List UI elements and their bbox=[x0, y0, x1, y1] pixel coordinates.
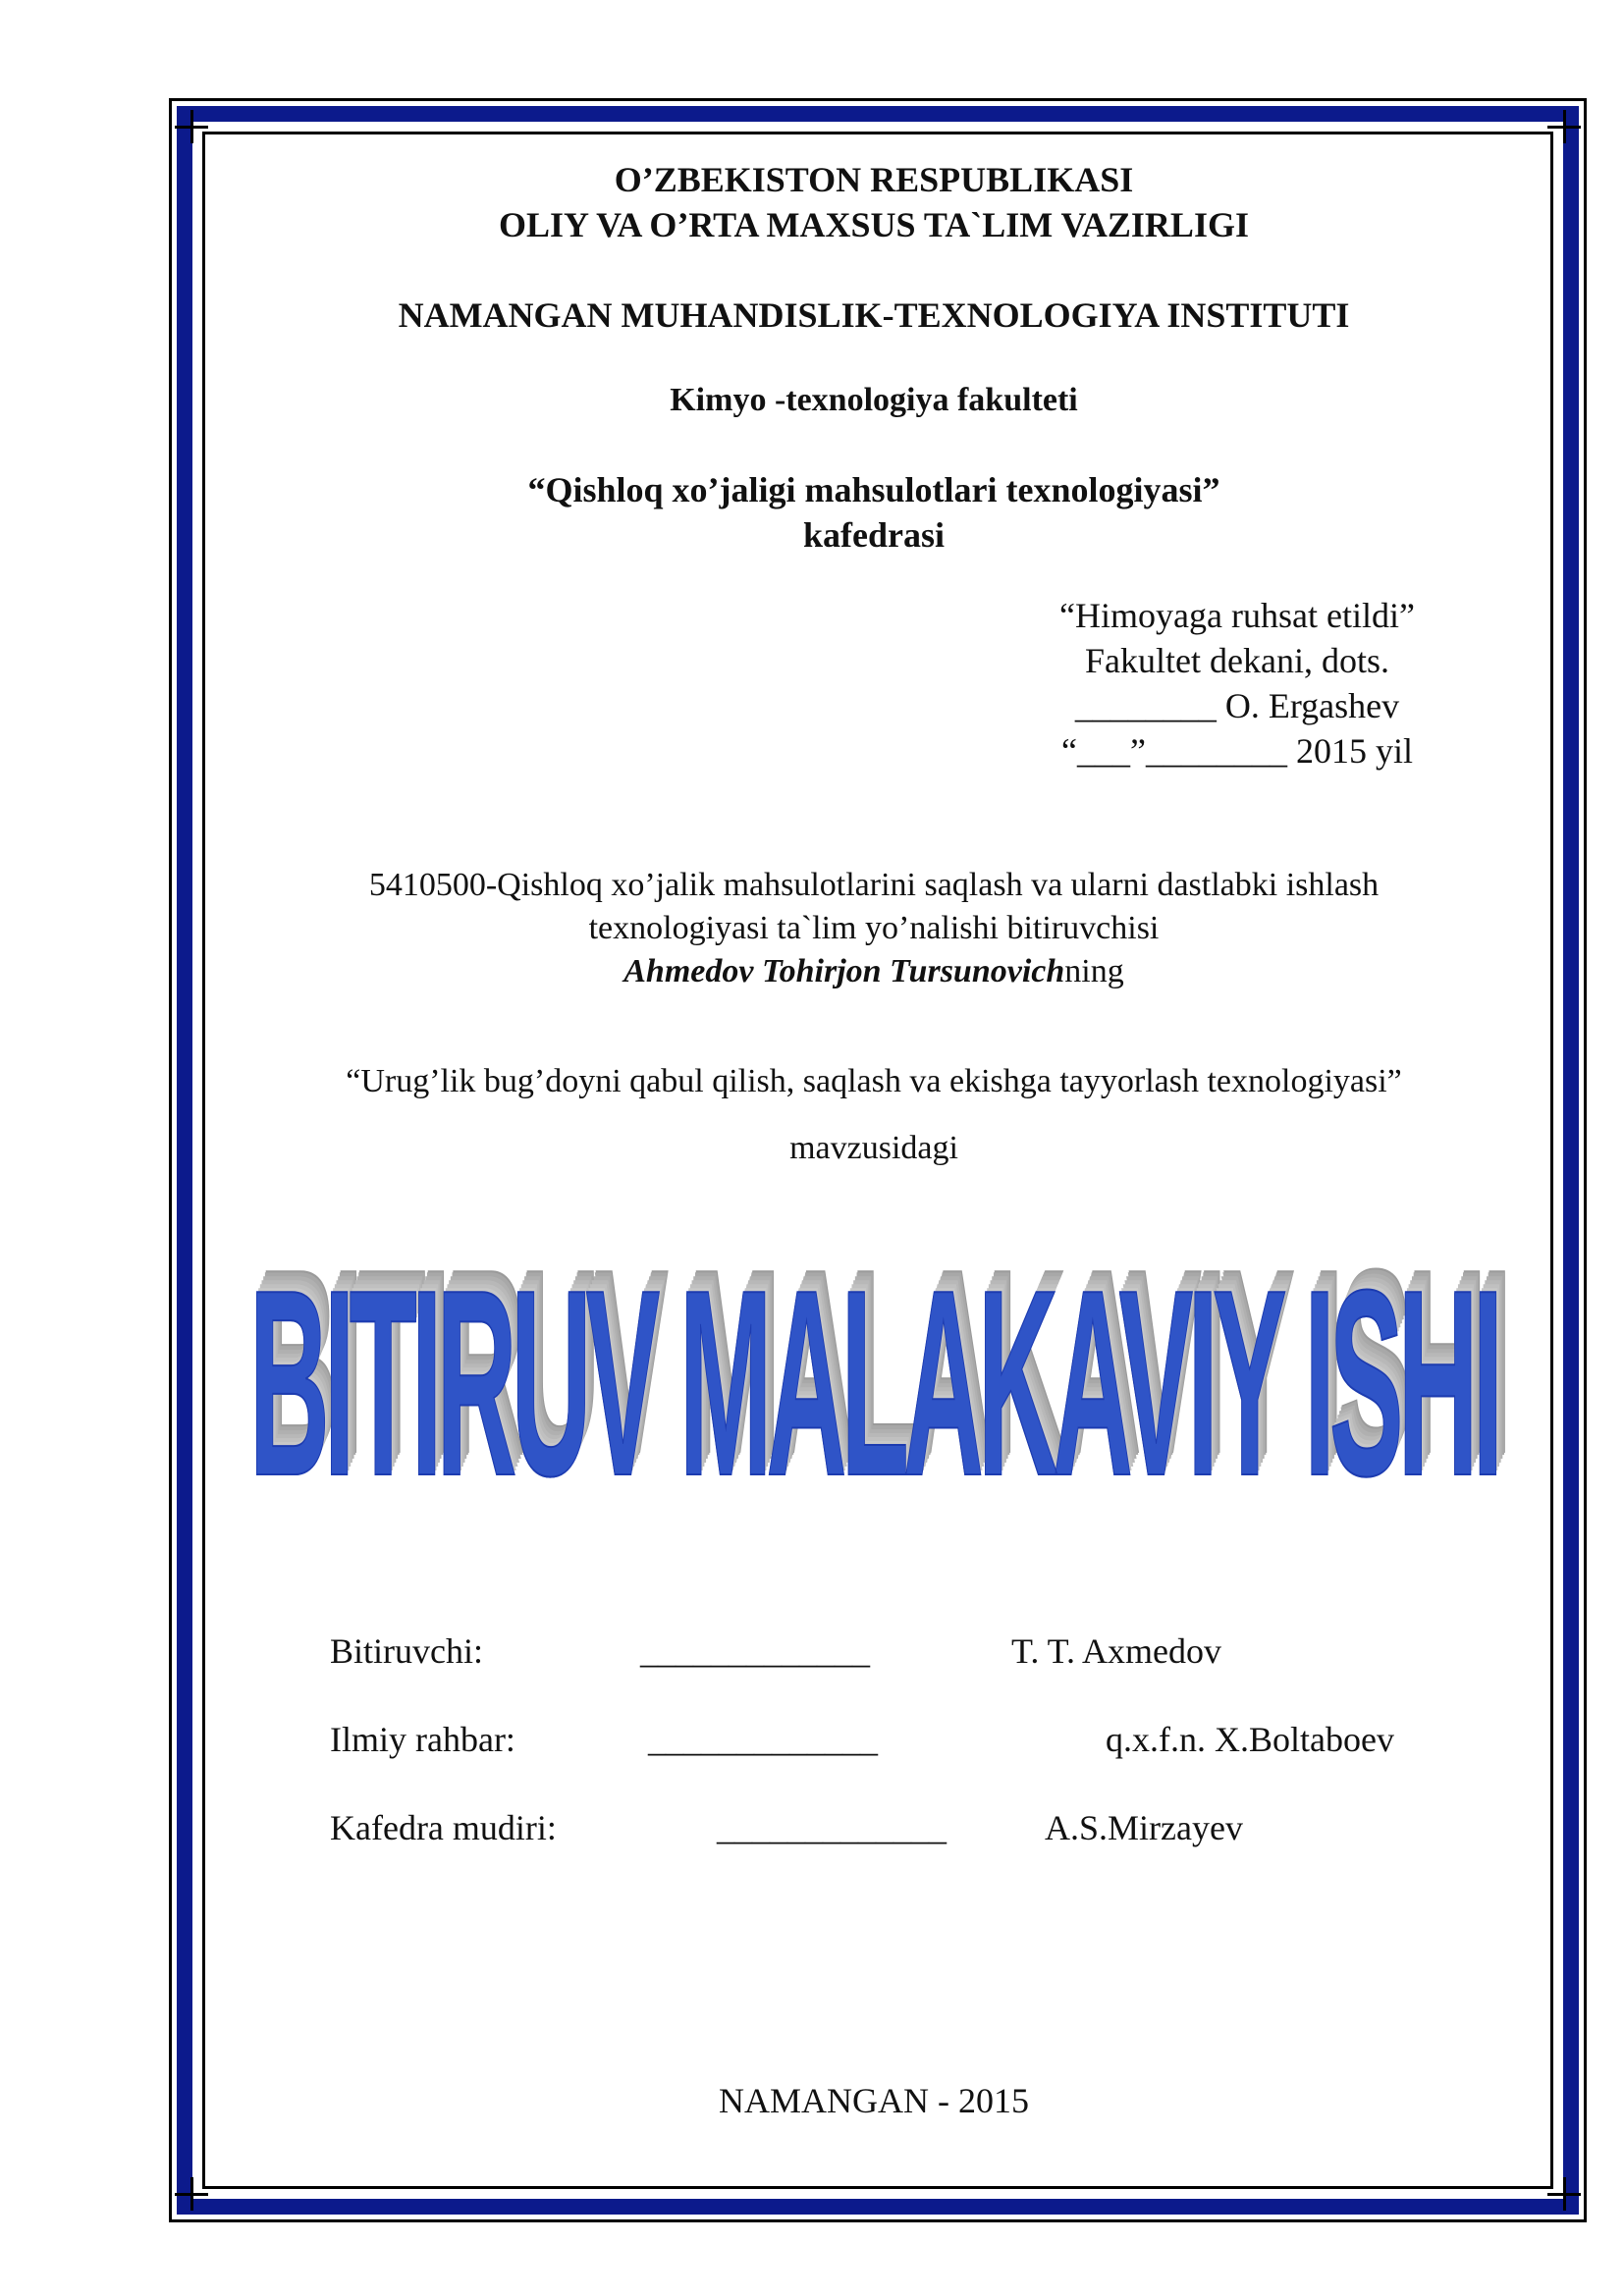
footer-city-year: NAMANGAN - 2015 bbox=[719, 2081, 1029, 2120]
signature-label: Bitiruvchi: bbox=[330, 1631, 483, 1671]
institute-heading: NAMANGAN MUHANDISLIK-TEXNOLOGIYA INSTITUTI bbox=[398, 295, 1350, 335]
approval-position: Fakultet dekani, dots. bbox=[1085, 641, 1389, 680]
signature-name: T. T. Axmedov bbox=[1011, 1631, 1221, 1671]
signature-line: _____________ bbox=[648, 1720, 878, 1759]
signature-name: q.x.f.n. X.Boltaboev bbox=[1106, 1720, 1394, 1759]
topic-suffix: mavzusidagi bbox=[789, 1130, 958, 1166]
student-block bbox=[196, 864, 1551, 993]
signature-line: _____________ bbox=[717, 1808, 947, 1847]
document-title-wrap bbox=[249, 1236, 1498, 1531]
corner-ornament-top-right bbox=[1547, 110, 1581, 143]
student-name-line bbox=[196, 950, 1551, 993]
department-word: kafedrasi bbox=[803, 515, 945, 555]
approval-signature: ________ O. Ergashev bbox=[1074, 686, 1400, 725]
student-name: Ahmedov Tohirjon Tursunovich bbox=[623, 953, 1065, 989]
department-name: “Qishloq xo’jaligi mahsulotlari texnologiyasi” bbox=[527, 470, 1220, 509]
signature-line: _____________ bbox=[640, 1631, 870, 1671]
approval-date: “___”________ 2015 yil bbox=[1061, 731, 1413, 771]
student-name-suffix: ning bbox=[1064, 953, 1124, 989]
ministry-heading bbox=[0, 157, 1624, 247]
signature-label: Ilmiy rahbar: bbox=[330, 1720, 515, 1759]
topic-title: “Urug’lik bug’doyni qabul qilish, saqlash va ekishga tayyorlash texnologiyasi” bbox=[346, 1063, 1402, 1099]
corner-ornament-bottom-right bbox=[1547, 2177, 1581, 2211]
faculty-heading: Kimyo -texnologiya fakulteti bbox=[670, 382, 1078, 418]
program-line-1: 5410500-Qishloq xo’jalik mahsulotlarini saqlash va ularni dastlabki ishlash bbox=[368, 867, 1380, 903]
document-title: BITIRUV MALAKAVIY ISHI bbox=[249, 1236, 1498, 1531]
country-line: O’ZBEKISTON RESPUBLIKASI bbox=[614, 160, 1134, 199]
ministry-line: OLIY VA O’RTA MAXSUS TA`LIM VAZIRLIGI bbox=[499, 205, 1249, 244]
department-heading bbox=[0, 467, 1624, 558]
approval-block bbox=[1021, 593, 1453, 774]
corner-ornament-top-left bbox=[175, 110, 208, 143]
approval-title: “Himoyaga ruhsat etildi” bbox=[1059, 596, 1415, 635]
signature-name: A.S.Mirzayev bbox=[1045, 1808, 1243, 1847]
program-line-2: texnologiyasi ta`lim yo’nalishi bitiruvchisi bbox=[588, 910, 1160, 946]
corner-ornament-bottom-left bbox=[175, 2177, 208, 2211]
signature-label: Kafedra mudiri: bbox=[330, 1808, 557, 1847]
